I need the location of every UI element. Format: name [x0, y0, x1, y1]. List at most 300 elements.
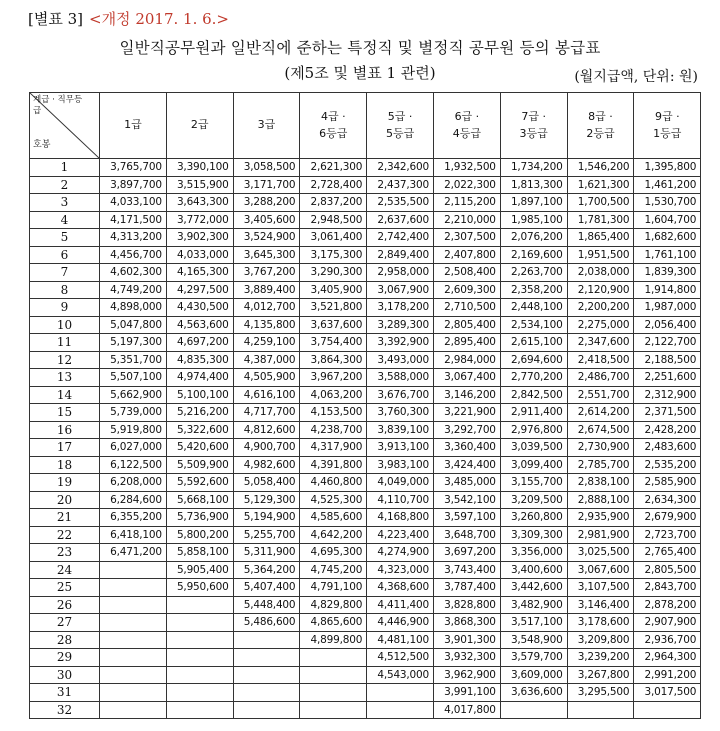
salary-cell: 2,275,000: [567, 316, 634, 334]
salary-cell: 3,901,300: [433, 631, 500, 649]
salary-cell: 3,772,000: [166, 211, 233, 229]
salary-cell: 2,115,200: [433, 194, 500, 212]
header-row: [30, 93, 701, 159]
salary-cell: 3,767,200: [233, 264, 300, 282]
salary-cell: 5,486,600: [233, 614, 300, 632]
salary-cell: 4,616,100: [233, 386, 300, 404]
salary-cell: 3,765,700: [100, 159, 167, 177]
step-cell: 12: [30, 351, 100, 369]
step-cell: 1: [30, 159, 100, 177]
salary-cell: 2,585,900: [634, 474, 701, 492]
salary-cell: [166, 614, 233, 632]
salary-cell: 2,307,500: [433, 229, 500, 247]
salary-cell: 2,056,400: [634, 316, 701, 334]
column-header-line2: 1등급: [653, 126, 682, 140]
salary-cell: 3,058,500: [233, 159, 300, 177]
salary-cell: 4,446,900: [367, 614, 434, 632]
salary-cell: [367, 701, 434, 719]
column-header-line1: 8급 ·: [588, 110, 613, 123]
salary-cell: 1,621,300: [567, 176, 634, 194]
salary-cell: 4,391,800: [300, 456, 367, 474]
salary-cell: 6,208,000: [100, 474, 167, 492]
step-cell: 10: [30, 316, 100, 334]
salary-cell: 1,951,500: [567, 246, 634, 264]
salary-cell: 2,188,500: [634, 351, 701, 369]
unit-note: (월지급액, 단위: 원): [574, 69, 698, 85]
step-cell: 19: [30, 474, 100, 492]
step-cell: 31: [30, 684, 100, 702]
salary-cell: 3,424,400: [433, 456, 500, 474]
salary-cell: 1,813,300: [500, 176, 567, 194]
salary-cell: 1,546,200: [567, 159, 634, 177]
salary-cell: 4,456,700: [100, 246, 167, 264]
salary-cell: 2,551,700: [567, 386, 634, 404]
salary-cell: 6,122,500: [100, 456, 167, 474]
table-row: [30, 404, 701, 422]
salary-cell: 5,592,600: [166, 474, 233, 492]
salary-cell: 2,169,600: [500, 246, 567, 264]
table-row: [30, 631, 701, 649]
salary-cell: 5,322,600: [166, 421, 233, 439]
step-cell: 30: [30, 666, 100, 684]
table-row: [30, 614, 701, 632]
salary-cell: 3,067,600: [567, 561, 634, 579]
salary-cell: 3,178,600: [567, 614, 634, 632]
corner-grade-label-line1: 계급 · 직무등: [33, 95, 83, 105]
salary-cell: 3,146,200: [433, 386, 500, 404]
salary-cell: 5,197,300: [100, 334, 167, 352]
column-header-1: [100, 93, 167, 159]
salary-cell: 2,418,500: [567, 351, 634, 369]
salary-cell: 2,621,300: [300, 159, 367, 177]
salary-cell: 2,805,500: [634, 561, 701, 579]
table-row: [30, 264, 701, 282]
salary-cell: 3,967,200: [300, 369, 367, 387]
salary-cell: 2,120,900: [567, 281, 634, 299]
salary-cell: 2,407,800: [433, 246, 500, 264]
salary-cell: 5,255,700: [233, 526, 300, 544]
salary-cell: 2,976,800: [500, 421, 567, 439]
salary-cell: 3,743,400: [433, 561, 500, 579]
column-header-line1: 9급 ·: [654, 110, 680, 123]
salary-cell: 2,907,900: [634, 614, 701, 632]
table-row: [30, 666, 701, 684]
salary-cell: 4,017,800: [433, 701, 500, 719]
salary-cell: 3,360,400: [433, 439, 500, 457]
step-cell: 18: [30, 456, 100, 474]
salary-cell: 1,897,100: [500, 194, 567, 212]
column-header-line1: 4급 ·: [320, 110, 346, 123]
step-cell: 9: [30, 299, 100, 317]
step-cell: 14: [30, 386, 100, 404]
table-row: [30, 596, 701, 614]
salary-cell: 2,765,400: [634, 544, 701, 562]
salary-cell: 5,858,100: [166, 544, 233, 562]
salary-cell: 5,662,900: [100, 386, 167, 404]
salary-cell: 1,761,100: [634, 246, 701, 264]
step-cell: 32: [30, 701, 100, 719]
salary-cell: 5,194,900: [233, 509, 300, 527]
step-cell: 28: [30, 631, 100, 649]
step-cell: 20: [30, 491, 100, 509]
salary-cell: 5,311,900: [233, 544, 300, 562]
table-row: [30, 439, 701, 457]
table-row: [30, 526, 701, 544]
salary-cell: 3,932,300: [433, 649, 500, 667]
salary-cell: 3,521,800: [300, 299, 367, 317]
salary-cell: 1,700,500: [567, 194, 634, 212]
salary-cell: 3,295,500: [567, 684, 634, 702]
salary-cell: 4,223,400: [367, 526, 434, 544]
salary-cell: 4,135,800: [233, 316, 300, 334]
salary-cell: 3,061,400: [300, 229, 367, 247]
table-row: [30, 334, 701, 352]
salary-cell: [233, 631, 300, 649]
salary-cell: 5,364,200: [233, 561, 300, 579]
salary-cell: 2,535,500: [367, 194, 434, 212]
salary-cell: 2,710,500: [433, 299, 500, 317]
salary-cell: 3,405,900: [300, 281, 367, 299]
salary-cell: 3,485,000: [433, 474, 500, 492]
salary-cell: 4,898,000: [100, 299, 167, 317]
table-number: [별표 3]: [28, 10, 83, 28]
salary-cell: 3,524,900: [233, 229, 300, 247]
salary-cell: 3,239,200: [567, 649, 634, 667]
salary-cell: 4,049,000: [367, 474, 434, 492]
table-row: [30, 229, 701, 247]
salary-cell: 3,609,000: [500, 666, 567, 684]
salary-cell: 3,983,100: [367, 456, 434, 474]
salary-cell: 3,643,300: [166, 194, 233, 212]
table-row: [30, 561, 701, 579]
salary-cell: 3,025,500: [567, 544, 634, 562]
salary-cell: 4,153,500: [300, 404, 367, 422]
salary-cell: 5,950,600: [166, 579, 233, 597]
salary-cell: 4,899,800: [300, 631, 367, 649]
salary-cell: 3,588,000: [367, 369, 434, 387]
table-row: [30, 491, 701, 509]
salary-cell: 2,843,700: [634, 579, 701, 597]
salary-cell: 1,987,000: [634, 299, 701, 317]
salary-cell: [100, 701, 167, 719]
salary-cell: 2,785,700: [567, 456, 634, 474]
salary-cell: 5,507,100: [100, 369, 167, 387]
salary-cell: 2,428,200: [634, 421, 701, 439]
salary-cell: 2,730,900: [567, 439, 634, 457]
column-header-line2: 3등급: [519, 126, 548, 140]
salary-cell: 3,017,500: [634, 684, 701, 702]
step-cell: 2: [30, 176, 100, 194]
salary-cell: [233, 649, 300, 667]
step-cell: 22: [30, 526, 100, 544]
salary-cell: 2,347,600: [567, 334, 634, 352]
salary-cell: 4,387,000: [233, 351, 300, 369]
salary-cell: 5,058,400: [233, 474, 300, 492]
table-row: [30, 509, 701, 527]
salary-cell: 3,760,300: [367, 404, 434, 422]
salary-cell: 3,267,800: [567, 666, 634, 684]
salary-cell: 5,739,000: [100, 404, 167, 422]
table-row: [30, 474, 701, 492]
step-cell: 16: [30, 421, 100, 439]
salary-cell: 4,171,500: [100, 211, 167, 229]
salary-cell: 4,697,200: [166, 334, 233, 352]
salary-cell: 4,411,400: [367, 596, 434, 614]
salary-cell: 4,368,600: [367, 579, 434, 597]
table-row: [30, 456, 701, 474]
salary-cell: 2,936,700: [634, 631, 701, 649]
salary-cell: 3,155,700: [500, 474, 567, 492]
salary-cell: 4,900,700: [233, 439, 300, 457]
salary-cell: [233, 666, 300, 684]
corner-grade-label-line2: 급: [33, 105, 42, 116]
salary-cell: [100, 596, 167, 614]
salary-cell: 3,221,900: [433, 404, 500, 422]
salary-cell: 2,935,900: [567, 509, 634, 527]
salary-cell: 2,911,400: [500, 404, 567, 422]
salary-cell: 1,461,200: [634, 176, 701, 194]
table-row: [30, 299, 701, 317]
salary-cell: 2,210,000: [433, 211, 500, 229]
salary-cell: 2,837,200: [300, 194, 367, 212]
salary-cell: 3,289,300: [367, 316, 434, 334]
step-cell: 21: [30, 509, 100, 527]
salary-cell: 5,129,300: [233, 491, 300, 509]
salary-cell: [166, 666, 233, 684]
salary-cell: 3,787,400: [433, 579, 500, 597]
step-cell: 26: [30, 596, 100, 614]
salary-cell: 4,865,600: [300, 614, 367, 632]
column-header-5: [367, 93, 434, 159]
salary-table: [29, 92, 701, 719]
salary-cell: 4,745,200: [300, 561, 367, 579]
salary-cell: 4,033,100: [100, 194, 167, 212]
salary-cell: 2,448,100: [500, 299, 567, 317]
salary-cell: 2,679,900: [634, 509, 701, 527]
salary-cell: 3,828,800: [433, 596, 500, 614]
column-header-line1: 6급 ·: [454, 110, 480, 123]
salary-cell: 3,868,300: [433, 614, 500, 632]
salary-cell: [166, 631, 233, 649]
table-row: [30, 194, 701, 212]
salary-cell: 2,981,900: [567, 526, 634, 544]
salary-cell: 4,829,800: [300, 596, 367, 614]
salary-cell: 3,146,400: [567, 596, 634, 614]
salary-cell: 6,027,000: [100, 439, 167, 457]
salary-cell: 2,251,600: [634, 369, 701, 387]
table-row: [30, 351, 701, 369]
salary-cell: 3,579,700: [500, 649, 567, 667]
salary-cell: [166, 701, 233, 719]
salary-cell: 4,791,100: [300, 579, 367, 597]
salary-cell: [300, 649, 367, 667]
salary-cell: 2,371,500: [634, 404, 701, 422]
salary-cell: 1,682,600: [634, 229, 701, 247]
table-row: [30, 281, 701, 299]
salary-cell: 2,895,400: [433, 334, 500, 352]
salary-cell: 5,919,800: [100, 421, 167, 439]
salary-cell: 1,734,200: [500, 159, 567, 177]
salary-cell: 3,493,000: [367, 351, 434, 369]
salary-cell: 4,259,100: [233, 334, 300, 352]
table-row: [30, 649, 701, 667]
column-header-2: [166, 93, 233, 159]
table-row: [30, 316, 701, 334]
salary-cell: 2,609,300: [433, 281, 500, 299]
salary-cell: 2,437,300: [367, 176, 434, 194]
salary-cell: 2,838,100: [567, 474, 634, 492]
column-header-9: [634, 93, 701, 159]
salary-cell: 1,932,500: [433, 159, 500, 177]
salary-cell: 4,033,000: [166, 246, 233, 264]
salary-cell: [100, 579, 167, 597]
salary-cell: 3,292,700: [433, 421, 500, 439]
salary-cell: 3,288,200: [233, 194, 300, 212]
salary-cell: 4,749,200: [100, 281, 167, 299]
salary-cell: [100, 561, 167, 579]
salary-cell: 5,668,100: [166, 491, 233, 509]
salary-cell: 3,067,900: [367, 281, 434, 299]
table-row: [30, 701, 701, 719]
step-cell: 6: [30, 246, 100, 264]
step-cell: 25: [30, 579, 100, 597]
salary-cell: [367, 684, 434, 702]
salary-cell: 4,512,500: [367, 649, 434, 667]
salary-cell: 3,482,900: [500, 596, 567, 614]
salary-cell: 4,323,000: [367, 561, 434, 579]
column-header-line2: 6등급: [319, 126, 348, 140]
salary-cell: 2,723,700: [634, 526, 701, 544]
salary-cell: 3,390,100: [166, 159, 233, 177]
column-header-line1: 5급 ·: [387, 110, 413, 123]
salary-cell: 5,905,400: [166, 561, 233, 579]
salary-cell: 4,982,600: [233, 456, 300, 474]
corner-step-label: 호봉: [33, 139, 51, 150]
salary-cell: [100, 666, 167, 684]
salary-cell: 2,849,400: [367, 246, 434, 264]
salary-cell: 2,076,200: [500, 229, 567, 247]
column-header-line1: 3급: [257, 118, 276, 132]
salary-cell: 3,515,900: [166, 176, 233, 194]
salary-cell: 4,110,700: [367, 491, 434, 509]
salary-cell: 2,674,500: [567, 421, 634, 439]
salary-cell: [100, 684, 167, 702]
salary-cell: 5,100,100: [166, 386, 233, 404]
salary-cell: 4,481,100: [367, 631, 434, 649]
salary-cell: 2,742,400: [367, 229, 434, 247]
salary-cell: 3,178,200: [367, 299, 434, 317]
salary-cell: 2,964,300: [634, 649, 701, 667]
salary-cell: [233, 701, 300, 719]
table-tag: [28, 8, 229, 29]
salary-cell: 5,736,900: [166, 509, 233, 527]
salary-cell: 3,260,800: [500, 509, 567, 527]
step-cell: 27: [30, 614, 100, 632]
salary-cell: 1,865,400: [567, 229, 634, 247]
salary-cell: 2,312,900: [634, 386, 701, 404]
salary-cell: 5,407,400: [233, 579, 300, 597]
salary-cell: 4,543,000: [367, 666, 434, 684]
corner-header-cell: [30, 93, 100, 159]
salary-cell: 3,637,600: [300, 316, 367, 334]
salary-cell: 2,634,300: [634, 491, 701, 509]
salary-cell: 5,509,900: [166, 456, 233, 474]
step-cell: 24: [30, 561, 100, 579]
salary-cell: 3,356,000: [500, 544, 567, 562]
step-cell: 15: [30, 404, 100, 422]
salary-cell: 3,645,300: [233, 246, 300, 264]
salary-cell: 3,648,700: [433, 526, 500, 544]
table-row: [30, 579, 701, 597]
salary-cell: 4,525,300: [300, 491, 367, 509]
salary-cell: 4,812,600: [233, 421, 300, 439]
step-cell: 8: [30, 281, 100, 299]
salary-cell: 2,637,600: [367, 211, 434, 229]
salary-cell: 4,695,300: [300, 544, 367, 562]
salary-cell: 4,505,900: [233, 369, 300, 387]
salary-cell: [166, 649, 233, 667]
salary-cell: 4,460,800: [300, 474, 367, 492]
revision-date: <개정 2017. 1. 6.>: [89, 10, 229, 28]
column-header-6: [433, 93, 500, 159]
salary-cell: 2,770,200: [500, 369, 567, 387]
salary-cell: 2,842,500: [500, 386, 567, 404]
salary-cell: 4,012,700: [233, 299, 300, 317]
salary-cell: [300, 684, 367, 702]
salary-cell: [567, 701, 634, 719]
salary-cell: 4,297,500: [166, 281, 233, 299]
table-row: [30, 369, 701, 387]
salary-cell: 3,548,900: [500, 631, 567, 649]
step-cell: 3: [30, 194, 100, 212]
step-cell: 4: [30, 211, 100, 229]
salary-cell: 2,694,600: [500, 351, 567, 369]
document-subtitle: (제5조 및 별표 1 관련): [284, 64, 436, 82]
salary-cell: 3,902,300: [166, 229, 233, 247]
salary-cell: 6,418,100: [100, 526, 167, 544]
salary-cell: 1,985,100: [500, 211, 567, 229]
salary-cell: 3,099,400: [500, 456, 567, 474]
column-header-line1: 7급 ·: [521, 110, 546, 123]
salary-cell: 2,483,600: [634, 439, 701, 457]
salary-cell: 4,430,500: [166, 299, 233, 317]
salary-cell: 4,238,700: [300, 421, 367, 439]
salary-cell: 2,888,100: [567, 491, 634, 509]
table-row: [30, 176, 701, 194]
salary-cell: [634, 701, 701, 719]
salary-cell: 3,991,100: [433, 684, 500, 702]
salary-cell: 5,047,800: [100, 316, 167, 334]
salary-cell: 1,914,800: [634, 281, 701, 299]
salary-cell: 4,642,200: [300, 526, 367, 544]
salary-cell: 2,728,400: [300, 176, 367, 194]
salary-cell: [100, 631, 167, 649]
salary-cell: 3,889,400: [233, 281, 300, 299]
salary-cell: 2,200,200: [567, 299, 634, 317]
salary-cell: 3,697,200: [433, 544, 500, 562]
salary-cell: 4,168,800: [367, 509, 434, 527]
salary-cell: 5,800,200: [166, 526, 233, 544]
salary-cell: 6,355,200: [100, 509, 167, 527]
column-header-line1: 1급: [124, 118, 142, 132]
salary-cell: 4,602,300: [100, 264, 167, 282]
salary-cell: 4,835,300: [166, 351, 233, 369]
salary-cell: 5,448,400: [233, 596, 300, 614]
salary-cell: [166, 684, 233, 702]
salary-cell: 3,175,300: [300, 246, 367, 264]
salary-cell: 3,864,300: [300, 351, 367, 369]
salary-cell: 3,405,600: [233, 211, 300, 229]
